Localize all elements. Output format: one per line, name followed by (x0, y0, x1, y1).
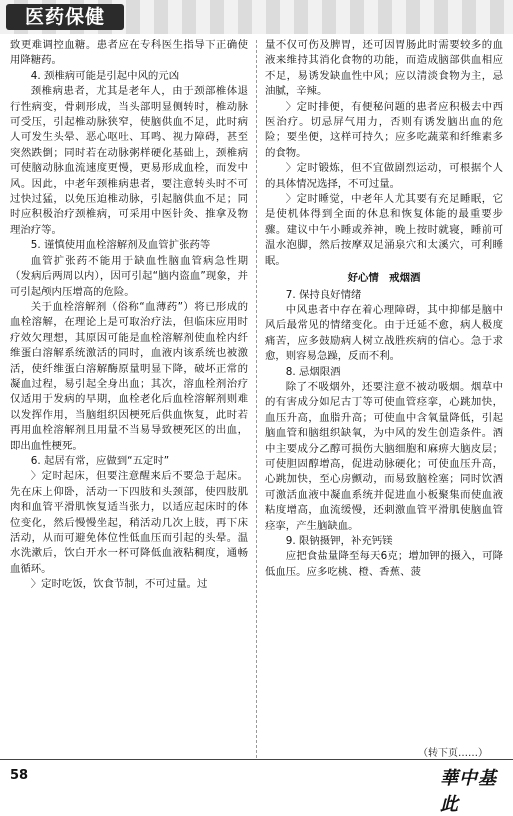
paragraph: 〉定时锻炼，但不宜做剧烈运动，可根据个人的具体情况选择，不可过量。 (265, 162, 503, 190)
footer-rule (0, 759, 513, 760)
paragraph: 量不仅可伤及脾胃，还可因胃肠此时需要较多的血液来维持其消化食物的功能，而造成脑部供血相应不足，易诱发缺血性中风；应以清淡食物为主，忌油腻，辛辣。 (265, 39, 503, 98)
magazine-logo: 華中基此 (440, 768, 497, 815)
section-heading: 8. 忌烟限酒 (285, 365, 341, 378)
subsection-heading: 好心情 戒烟酒 (347, 272, 421, 285)
section-heading: 5. 谨慎使用血栓溶解剂及血管扩张药等 (30, 239, 211, 252)
left-column (10, 38, 248, 593)
paragraph: 〉定时起床，但要注意醒来后不要急于起床。先在床上仰卧，活动一下四肢和头颈部，使四肢肌肉和血管平滑肌恢复适当张力，以适应起床时的体位变化，然后慢慢坐起，稍活动几次上肢，再下床活动，从而可避免体位性低血压而引起的头晕。温水洗漱后，饮白开水一杯可降低血液粘稠度，通畅血循环。 (10, 470, 248, 575)
paragraph: 应把食盐量降至每天6克；增加钾的摄入，可降低血压。应多吃桃、橙、香蕉、菠 (265, 550, 503, 578)
paragraph: 致更难调控血糖。患者应在专科医生指导下正确使用降糖药。 (10, 39, 248, 67)
paragraph: 〉定时排便，有便秘问题的患者应积极去中西医治疗。切忌屏气用力，否则有诱发脑出血的危险；要坐便，这样可持久；应多吃蔬菜和纤维素多的食物。 (265, 100, 503, 159)
section-heading: 4. 颈椎病可能是引起中风的元凶 (30, 69, 180, 82)
continued-note: （转下页……） (418, 748, 488, 759)
paragraph: 除了不吸烟外，还要注意不被动吸烟。烟草中的有害成分如尼古丁等可使血管痉挛，心跳加快，血压升高，血脂升高；可使血中含氧量降低，引起脑血管和脑组织缺氧，为中风的发生创造条件。酒中主要成分乙醇可损伤大脑细胞和麻痹大脑皮层；可使胆固醇增高，促进动脉硬化；可使血压升高，心跳加快，至心房颤动，而易致脑栓塞；同时饮酒可激活血液中凝血系统并促进血小板聚集而使血液粘度增高，血流缓慢，还刺激血管平滑肌使脑血管痉挛，产生脑缺血。 (265, 380, 503, 532)
paragraph: 颈椎病患者，尤其是老年人，由于颈部椎体退行性病变，骨刺形成，当头部明显侧转时，椎动脉可受压，引起椎动脉狭窄，使脑供血不足，此时病人可发生头晕、恶心呕吐、耳鸣、视力障碍，甚至突然跌倒；同时若在动脉粥样硬化基础上，颈椎病可使脑动脉血流速度更慢，更易形成血栓，而发中风。因此，中老年颈椎病患者，要注意转头时不可过快过猛，以免压迫椎动脉，引起脑供血不足；同时应积极治疗颈椎病，可采用中医针灸、推拿及物理治疗等。 (10, 85, 248, 236)
paragraph: 〉定时睡觉，中老年人尤其要有充足睡眠，它是使机体得到全面的休息和恢复体能的最重要步骤。建议中午小睡或养神，晚上按时就寝，睡前可温水泡脚，然后按摩双足涌泉穴和太溪穴，可利睡眠。 (265, 193, 503, 267)
section-heading: 9. 限钠摄钾，补充钙镁 (285, 535, 393, 547)
section-heading: 6. 起居有常，应做到“五定时” (30, 454, 170, 467)
paragraph: 中风患者中存在着心理障碍，其中抑郁是脑中风后最常见的情绪变化。由于迁延不愈，病人极度痛苦，应多鼓励病人树立战胜疾病的信心。急于求愈，则容易急躁，反而不利。 (265, 303, 503, 363)
paragraph: 〉定时吃饭，饮食节制，不可过量。过 (30, 578, 208, 591)
paragraph: 血管扩张药不能用于缺血性脑血管病急性期（发病后两周以内），因可引起“脑内盗血”现象，并可引起颅内压增高的危险。 (10, 254, 248, 298)
section-title: 医药保健 (6, 4, 124, 30)
right-column (265, 38, 503, 580)
column-divider (256, 40, 257, 758)
paragraph: 关于血栓溶解剂（俗称“血薄药”）将已形成的血栓溶解，在理论上是可取治疗法，但临床应用时疗效欠理想，其原因可能是血栓溶解剂使血栓内纤维蛋白溶解系统激活的同时，血液内该系统也被激活，使纤维蛋白溶解酶原量明显下降，破坏正常的凝血过程，易引起全身出血；其次，溶血栓剂治疗仅适用于发病的早期，血栓老化后血栓溶解剂则难以发挥作用，当脑组织因梗死后供血恢复，此时若再用血栓溶解剂且用量不当易导致梗死区的出血，即出血性梗死。 (10, 300, 248, 452)
section-heading: 7. 保持良好情绪 (285, 288, 362, 301)
page-number: 58 (10, 768, 29, 783)
